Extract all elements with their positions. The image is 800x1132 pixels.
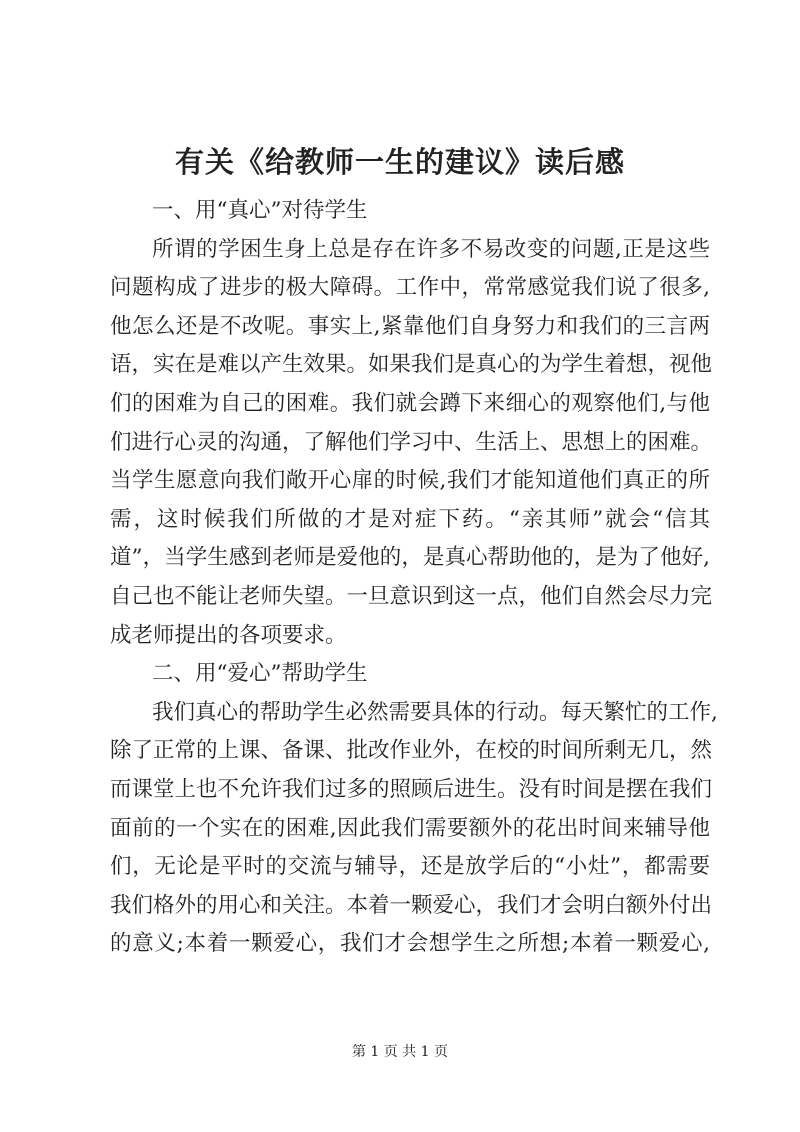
paragraph-line: 我们真心的帮助学生必然需要具体的行动。每天繁忙的工作, [152, 699, 718, 725]
paragraph-line: 他怎么还是不改呢。事实上,紧靠他们自身努力和我们的三言两 [110, 313, 710, 339]
paragraph-line: 们，无论是平时的交流与辅导，还是放学后的“小灶”，都需要 [110, 854, 710, 880]
paragraph-line: 们的困难为自己的困难。我们就会蹲下来细心的观察他们,与他 [110, 390, 710, 416]
paragraph-line: 问题构成了进步的极大障碍。工作中，常常感觉我们说了很多, [110, 275, 710, 301]
paragraph-line: 需，这时候我们所做的才是对症下药。“亲其师”就会“信其 [110, 506, 710, 532]
paragraph-line: 的意义;本着一颗爱心，我们才会想学生之所想;本着一颗爱心, [110, 931, 710, 957]
paragraph-line: 自己也不能让老师失望。一旦意识到这一点，他们自然会尽力完 [110, 583, 713, 609]
paragraph-line: 面前的一个实在的困难,因此我们需要额外的花出时间来辅导他 [110, 815, 710, 841]
document-body [110, 192, 718, 964]
document-title: 有关《给教师一生的建议》读后感 [174, 145, 625, 179]
section-heading: 二、用“爱心”帮助学生 [152, 661, 368, 687]
paragraph-line: 道”，当学生感到老师是爱他的，是真心帮助他的，是为了他好, [110, 545, 710, 571]
paragraph-line: 我们格外的用心和关注。本着一颗爱心，我们才会明白额外付出 [110, 892, 713, 918]
paragraph-line: 所谓的学困生身上总是存在许多不易改变的问题,正是这些 [152, 236, 710, 262]
section-heading: 一、用“真心”对待学生 [152, 198, 368, 223]
paragraph-line: 而课堂上也不允许我们过多的照顾后进生。没有时间是摆在我们 [110, 776, 713, 802]
paragraph-line: 当学生愿意向我们敞开心扉的时候,我们才能知道他们真正的所 [110, 468, 710, 494]
paragraph-line: 成老师提出的各项要求。 [110, 622, 347, 648]
paragraph-line: 语，实在是难以产生效果。如果我们是真心的为学生着想，视他 [110, 352, 713, 378]
paragraph-line: 除了正常的上课、备课、批改作业外，在校的时间所剩无几，然 [110, 738, 713, 764]
paragraph-line: 们进行心灵的沟通，了解他们学习中、生活上、思想上的困难。 [110, 429, 713, 455]
page-footer: 第 1 页 共 1 页 [351, 1044, 449, 1060]
